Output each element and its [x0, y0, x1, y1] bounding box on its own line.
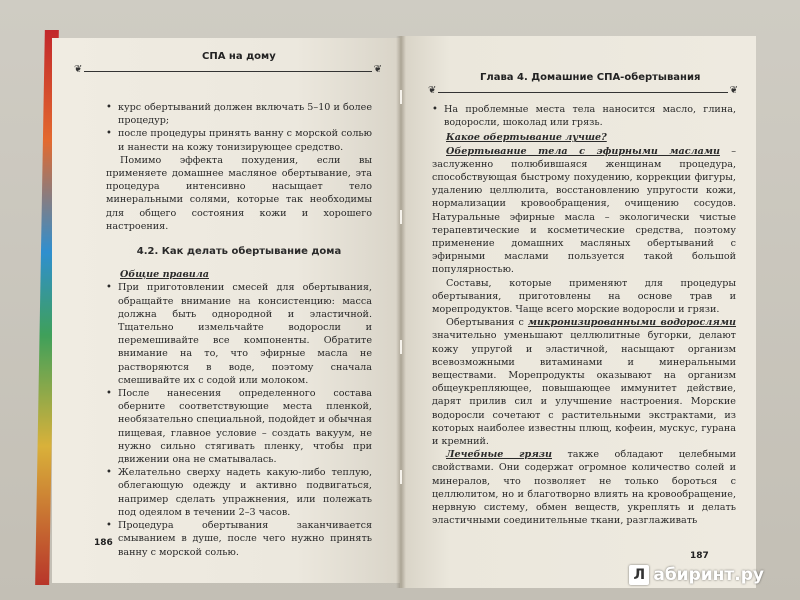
list-item: • после процедуры принять ванну с морской солью и нанести на кожу тонизирующее средство.	[106, 128, 372, 153]
paragraph: Составы, которые применяют для процедуры обертывания, приготовлены на основе трав и морепродуктов. Чаще всего морские водоросли и грязи.	[432, 277, 736, 316]
binding-stitch	[400, 470, 402, 484]
section-title: 4.2. Как делать обертывание дома	[136, 246, 342, 258]
paragraph: Обертывание тела с эфирными маслами – заслуженно полюбившаяся женщинам процедура, способствующая быстрому похудению, коррекции фигуры, удалению целлюлита, восстановлению упругости кожи, нормализации кровообращения, очищению сосудов. Натуральные эфирные масла – экологически чистые терапевтические и косметические средства, поэтому применение домашних масляных обертываний с эфирными маслами пользуется такой большой популярностью.	[432, 145, 736, 276]
binding-stitch	[400, 340, 402, 354]
left-head-ornament: ❦ ❦	[74, 64, 382, 75]
list-item: • курс обертываний должен включать 5–10 и более процедур;	[106, 102, 372, 127]
book-gutter	[396, 36, 406, 588]
right-page-number: 187	[690, 551, 709, 561]
right-page-text	[432, 103, 736, 528]
left-page-number: 186	[94, 538, 113, 548]
paragraph: Помимо эффекта похудения, если вы применяете домашнее масляное обертывание, эта процедура интенсивно насыщает тело минеральными солями, которые так необходимы для общего состояния кожи и хорошего настроения.	[106, 154, 372, 232]
labirint-watermark	[629, 562, 764, 588]
binding-stitch	[400, 210, 402, 224]
left-page-text	[106, 101, 372, 559]
list-item: • После нанесения определенного состава оберните соответствующие места пленкой, необязательно специальной, подойдет и обычная пищевая, главное условие – создать вакуум, не нужно сильно стягивать пленку, чтобы при движении она не сматывалась.	[106, 388, 372, 466]
right-running-head: Глава 4. Домашние СПА-обертывания	[480, 72, 701, 83]
list-item: • Процедура обертывания заканчивается смыванием в душе, после чего нужно принять ванну с морской солью.	[106, 520, 372, 558]
list-item: • При приготовлении смесей для обертывания, обращайте внимание на консистенцию: масса должна быть однородной и эластичной. Тщательно измельчайте водоросли и перемешивайте все компоненты. Обратите внимание на то, что эфирные масла не растворяются в воде, поэтому сначала смешивайте их с содой или молоком.	[106, 282, 372, 386]
paragraph: Обертывания с микронизированными водорослями значительно уменьшают целлюлитные бугорки, делают кожу упругой и эластичной, насыщают организм всевозможными витаминами и минеральными веществами. Морепродукты оказывают на организм общеукрепляющее, повышающее иммунитет действие, дарят прилив сил и улучшение настроения. Морские водоросли сочетают с растительными экстрактами, из которых наиболее известны плющ, кофеин, мускус, гурана и кремний.	[432, 317, 737, 448]
right-head-ornament: ❦ ❦	[428, 85, 738, 96]
right-page	[400, 36, 756, 588]
labirint-logo-icon: Л	[629, 565, 649, 585]
list-item: • Желательно сверху надеть какую-либо теплую, облегающую одежду и активно подвигаться, например сделать упражнения, или полежать под одеялом в течении 2–3 часов.	[106, 467, 372, 518]
watermark-text: абиринт.ру	[653, 565, 764, 585]
paragraph: Лечебные грязи также обладают целебными свойствами. Они содержат огромное количество солей и минералов, что позволяет не только бороться с целлюлитом, но и благотворно влиять на кровообращение, нервную систему, обмен веществ, укреплять и делать эластичными соединительные ткани, разглаживать	[432, 449, 736, 527]
subheading: Какое обертывание лучше?	[446, 132, 607, 144]
subheading: Общие правила	[120, 269, 209, 281]
list-item: • На проблемные места тела наносится масло, глина, водоросли, шоколад или грязь.	[432, 104, 736, 129]
left-page	[52, 38, 400, 583]
left-running-head: СПА на дому	[202, 51, 276, 62]
binding-stitch	[400, 90, 402, 104]
